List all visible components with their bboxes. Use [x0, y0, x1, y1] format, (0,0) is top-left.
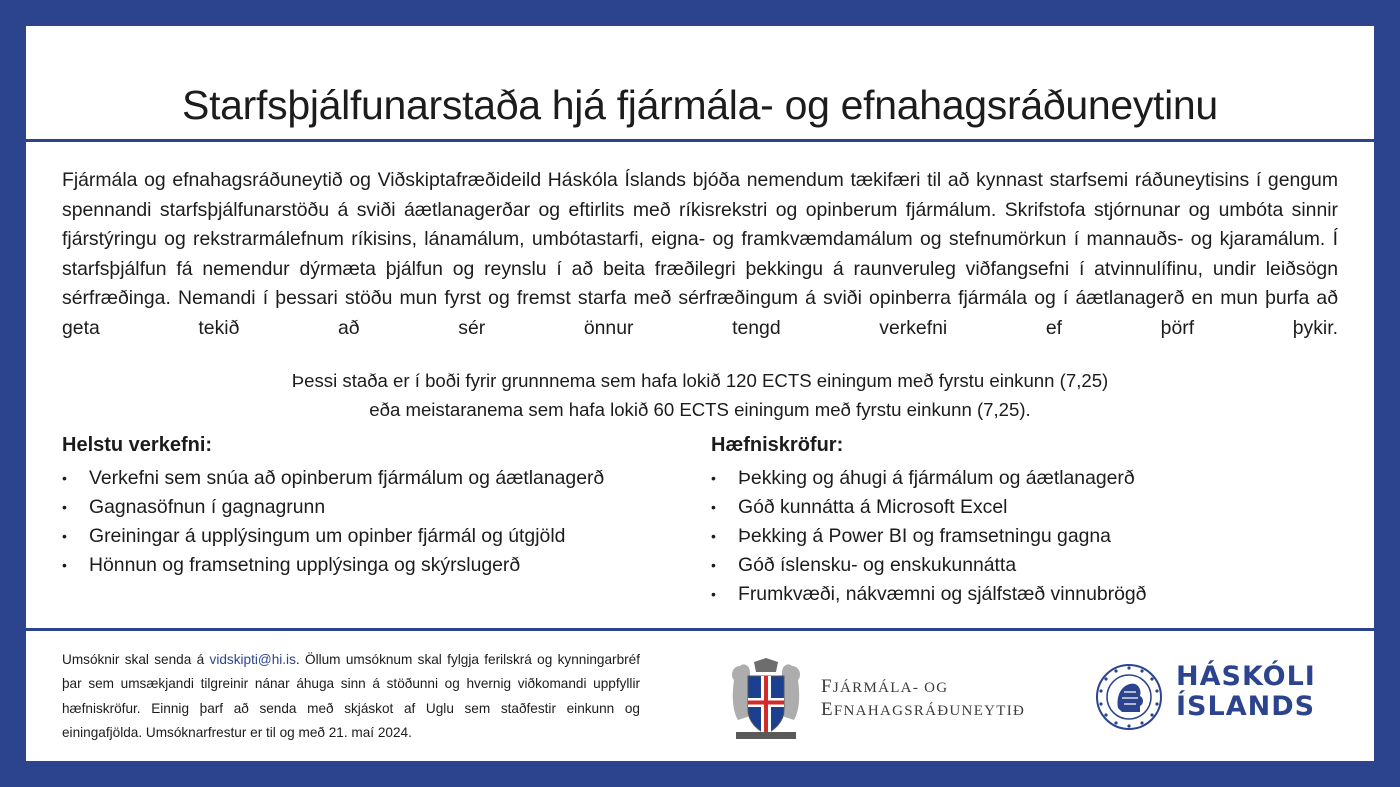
requirement-text: Góð íslensku- og enskukunnátta — [738, 554, 1017, 576]
bullet-icon: • — [711, 586, 716, 602]
ministry-logo — [726, 656, 1046, 746]
ministry-line-1-rest: JÁRMÁLA- OG — [832, 680, 949, 696]
requirement-text: Þekking og áhugi á fjármálum og áætlanagerð — [738, 467, 1135, 489]
bullet-icon: • — [711, 528, 716, 544]
intro-paragraph: Fjármála og efnahagsráðuneytið og Viðskiptafræðideild Háskóla Íslands bjóða nemendum tækifæri til að kynnast starfsemi ráðuneytisins í gengum spennandi starfsþjálfunarstöðu á sviði áætlanagerðar og eftirlits með ríkisrekstri og opinberum fjármálum. Skrifstofa stjórnunar og umbóta sinnir fjárstýringu og rekstrarmálefnum ríkisins, lánamálum, umbótastarfi, eigna- og framkvæmdamálum og stefnumörkun í mannauðs- og kjaramálum. Í starfsþjálfun fá nemendur dýrmæta þjálfun og reynslu í að beita fræðilegri þekkingu á raunveruleg viðfangsefni í atvinnulífinu, undir leiðsögn sérfræðinga. Nemandi í þessari stöðu mun fyrst og fremst starfa með sérfræðingum á sviði opinberra fjármála og í áætlanagerð en mun þurfa að geta tekið að sér önnur tengd verkefni ef þörf þykir. — [62, 169, 1338, 339]
job-posting-card — [26, 26, 1374, 761]
list-item — [62, 464, 702, 493]
tasks-list — [62, 464, 702, 580]
university-name-line-2: ÍSLANDS — [1176, 691, 1316, 722]
bullet-icon: • — [711, 470, 716, 486]
eligibility-line-1: Þessi staða er í boði fyrir grunnnema sem hafa lokið 120 ECTS einingum með fyrstu einkunn (7,25) — [291, 370, 1109, 391]
requirement-text: Þekking á Power BI og framsetningu gagna — [738, 525, 1111, 547]
list-item — [62, 493, 702, 522]
eligibility-note — [26, 366, 1374, 424]
ministry-name-line-1 — [821, 676, 1025, 699]
ministry-line-2-cap: E — [821, 699, 834, 720]
list-item — [711, 580, 1331, 609]
email-link[interactable]: vidskipti@hi.is — [209, 652, 296, 667]
requirements-heading: Hæfniskröfur: — [711, 434, 844, 456]
footer-text-rest: . Öllum umsóknum skal fylgja ferilskrá og kynningarbréf þar sem umsækjandi tilgreinir nánar áhuga sinn á stöðunni og hvernig viðkomandi uppfyllir hæfniskröfur. Einnig þarf að senda með skjáskot af Uglu sem staðfestir einkunn og einingafjölda. Umsóknarfrestur er til og með 21. maí 2024. — [62, 652, 640, 740]
application-instructions — [62, 648, 640, 745]
list-item — [711, 522, 1331, 551]
ministry-line-1-cap: F — [821, 676, 833, 697]
bullet-icon: • — [711, 499, 716, 515]
bottom-divider — [26, 628, 1374, 631]
tasks-section — [62, 434, 702, 580]
list-item — [711, 551, 1331, 580]
bullet-icon: • — [62, 557, 67, 573]
task-text: Hönnun og framsetning upplýsinga og skýrslugerð — [89, 554, 521, 576]
list-item — [711, 493, 1331, 522]
list-item — [711, 464, 1331, 493]
tasks-heading: Helstu verkefni: — [62, 434, 213, 456]
university-seal-icon — [1094, 662, 1164, 732]
ministry-name-line-2 — [821, 699, 1025, 722]
requirement-text: Frumkvæði, nákvæmni og sjálfstæð vinnubrögð — [738, 583, 1147, 605]
requirements-section — [711, 434, 1331, 609]
ministry-line-2-rest: FNAHAGSRÁÐUNEYTIÐ — [833, 703, 1026, 719]
bullet-icon: • — [62, 499, 67, 515]
bullet-icon: • — [62, 528, 67, 544]
university-name-line-1: HÁSKÓLI — [1176, 661, 1316, 692]
eligibility-line-2: eða meistaranema sem hafa lokið 60 ECTS einingum með fyrstu einkunn (7,25). — [369, 399, 1031, 420]
task-text: Gagnasöfnun í gagnagrunn — [89, 496, 326, 518]
top-divider — [26, 139, 1374, 142]
list-item — [62, 522, 702, 551]
bullet-icon: • — [62, 470, 67, 486]
list-item — [62, 551, 702, 580]
university-name — [1176, 662, 1316, 722]
page-title: Starfsþjálfunarstaða hjá fjármála- og efnahagsráðuneytinu — [182, 82, 1218, 128]
ministry-name — [821, 676, 1025, 722]
task-text: Greiningar á upplýsingum um opinber fjármál og útgjöld — [89, 525, 566, 547]
bullet-icon: • — [711, 557, 716, 573]
university-logo — [1094, 662, 1334, 742]
requirement-text: Góð kunnátta á Microsoft Excel — [738, 496, 1008, 518]
coat-of-arms-icon — [726, 658, 806, 742]
footer-text-start: Umsóknir skal senda á — [62, 652, 210, 667]
task-text: Verkefni sem snúa að opinberum fjármálum og áætlanagerð — [89, 467, 605, 489]
requirements-list — [711, 464, 1331, 609]
